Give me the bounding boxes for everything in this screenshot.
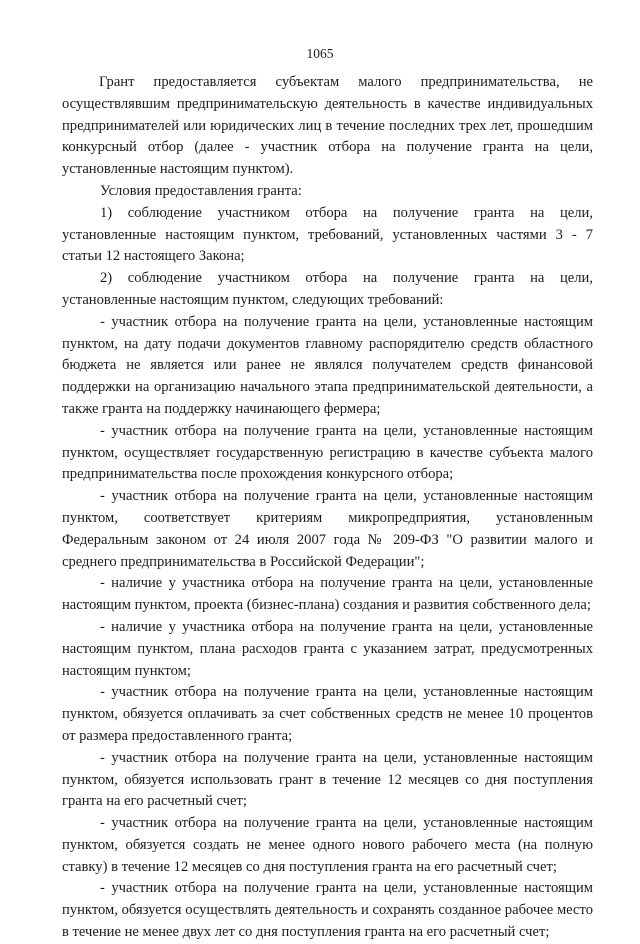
paragraph-grant-description: Грант предоставляется субъектам малого предпринимательства, не осуществлявшим предпринимательскую деятельность в качестве индивидуальных предпринимателей или юридических лиц в течение последних трех лет, прошедшим конкурсный отбор (далее - участник отбора на получение гранта на цели, установленные настоящим пунктом). — [62, 74, 593, 178]
page-number: 1065 — [306, 46, 334, 61]
paragraph-conditions-heading: Условия предоставления гранта: — [100, 182, 302, 199]
list-item-requirement: - наличие у участника отбора на получение гранта на цели, установленные настоящим пунктом, проекта (бизнес-плана) создания и развития собственного дела; — [62, 575, 593, 614]
paragraph-condition-2: 2) соблюдение участником отбора на получение гранта на цели, установленные настоящим пунктом, следующих требований: — [62, 270, 593, 308]
list-item-requirement: - участник отбора на получение гранта на цели, установленные настоящим пунктом, на дату подачи документов главному распорядителю средств областного бюджета не является или ранее не являлся получателем средств финансовой поддержки на организацию начального этапа предпринимательской деятельности, а также гранта на поддержку начинающего фермера; — [62, 313, 593, 417]
list-item-requirement: - участник отбора на получение гранта на цели, установленные настоящим пунктом, обязуется оплачивать за счет собственных средств не менее 10 процентов от размера предоставленного гранта; — [62, 684, 593, 744]
paragraph-condition-1: 1) соблюдение участником отбора на получение гранта на цели, установленные настоящим пунктом, требований, установленных частями 3 - 7 статьи 12 настоящего Закона; — [62, 204, 593, 265]
document-body — [62, 72, 593, 944]
list-item-requirement: - участник отбора на получение гранта на цели, установленные настоящим пунктом, соответствует критериям микропредприятия, установленным Федеральным законом от 24 июля 2007 года № 209-ФЗ "О развитии малого и среднего предпринимательства в Российской Федерации"; — [62, 488, 593, 570]
list-item-requirement: - участник отбора на получение гранта на цели, установленные настоящим пунктом, обязуется использовать грант в течение 12 месяцев со дня поступления гранта на его расчетный счет; — [62, 749, 593, 810]
list-item-requirement: - участник отбора на получение гранта на цели, установленные настоящим пунктом, обязуется создать не менее одного нового рабочего места (на полную ставку) в течение 12 месяцев со дня поступления гранта на его расчетный счет; — [62, 815, 593, 875]
list-item-requirement: - участник отбора на получение гранта на цели, установленные настоящим пунктом, обязуется осуществлять деятельность и сохранять созданное рабочее место в течение не менее двух лет со дня поступления гранта на его расчетный счет; — [62, 880, 593, 941]
list-item-requirement: - участник отбора на получение гранта на цели, установленные настоящим пунктом, осуществляет государственную регистрацию в качестве субъекта малого предпринимательства после прохождения конкурсного отбора; — [62, 422, 593, 483]
list-item-requirement: - наличие у участника отбора на получение гранта на цели, установленные настоящим пунктом, плана расходов гранта с указанием затрат, предусмотренных настоящим пунктом; — [62, 618, 593, 679]
